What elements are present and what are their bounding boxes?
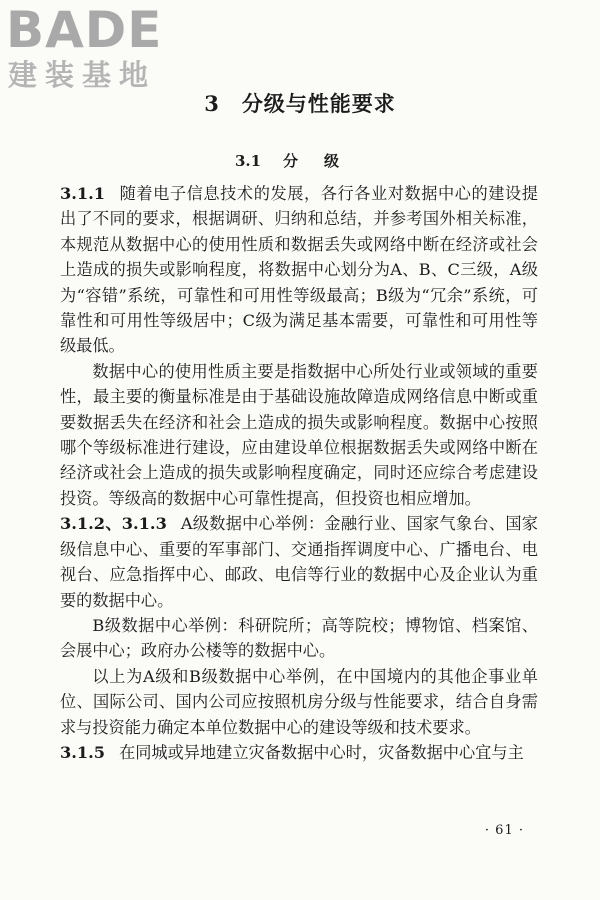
paragraph-text: A级数据中心举例：金融行业、国家气象台、国家级信息中心、重要的军事部门、交通指挥调度中心、广播电台、电视台、应急指挥中心、邮政、电信等行业的数据中心及企业认为重要的数据中心。 xyxy=(60,514,538,610)
chapter-title: 分级与性能要求 xyxy=(241,91,396,116)
chapter-heading xyxy=(0,88,600,118)
clause-number: 3.1.5 xyxy=(60,742,106,762)
paragraph-text: 以上为A级和B级数据中心举例，在中国境内的其他企事业单位、国际公司、国内公司应按照机房分级与性能要求，结合自身需求与投资能力确定本单位数据中心的建设等级和技术要求。 xyxy=(60,666,538,737)
paragraph xyxy=(60,181,538,359)
watermark-logo xyxy=(6,2,176,94)
paragraph-text: 数据中心的使用性质主要是指数据中心所处行业或领域的重要性，最主要的衡量标准是由于基础设施故障造成网络信息中断或重要数据丢失在经济和社会上造成的损失或影响程度。数据中心按照哪个等级标准进行建设，应由建设单位根据数据丢失或网络中断在经济或社会上造成的损失或影响程度确定，同时还应综合考虑建设投资。等级高的数据中心可靠性提高，但投资也相应增加。 xyxy=(60,361,538,508)
chapter-number: 3 xyxy=(204,91,220,116)
paragraph-text: B级数据中心举例：科研院所；高等院校；博物馆、档案馆、会展中心；政府办公楼等的数据中心。 xyxy=(60,615,538,661)
paragraph xyxy=(60,740,538,765)
section-heading xyxy=(0,150,600,171)
section-number: 3.1 xyxy=(234,152,262,170)
paragraph xyxy=(60,664,538,740)
paragraph xyxy=(60,511,538,613)
paragraph xyxy=(60,359,538,511)
watermark-cjk-text: 建装基地 xyxy=(8,58,157,92)
paragraph xyxy=(60,613,538,664)
clause-number: 3.1.2、3.1.3 xyxy=(60,514,167,534)
watermark-latin-text: BADE xyxy=(6,1,163,59)
clause-number: 3.1.1 xyxy=(60,184,106,203)
section-title: 分级 xyxy=(283,152,366,170)
page-number: · 61 · xyxy=(484,823,524,838)
paragraph-text: 在同城或异地建立灾备数据中心时，灾备数据中心宜与主 xyxy=(119,742,524,762)
paragraph-text: 随着电子信息技术的发展，各行各业对数据中心的建设提出了不同的要求，根据调研、归纳和总结，并参考国外相关标准，本规范从数据中心的使用性质和数据丢失或网络中断在经济或社会上造成的损失或影响程度，将数据中心划分为A、B、C三级，A级为“容错”系统，可靠性和可用性等级最高；B级为“冗余”系统，可靠性和可用性等级居中；C级为满足基本需要，可靠性和可用性等级最低。 xyxy=(60,184,538,356)
body-text xyxy=(60,181,538,765)
